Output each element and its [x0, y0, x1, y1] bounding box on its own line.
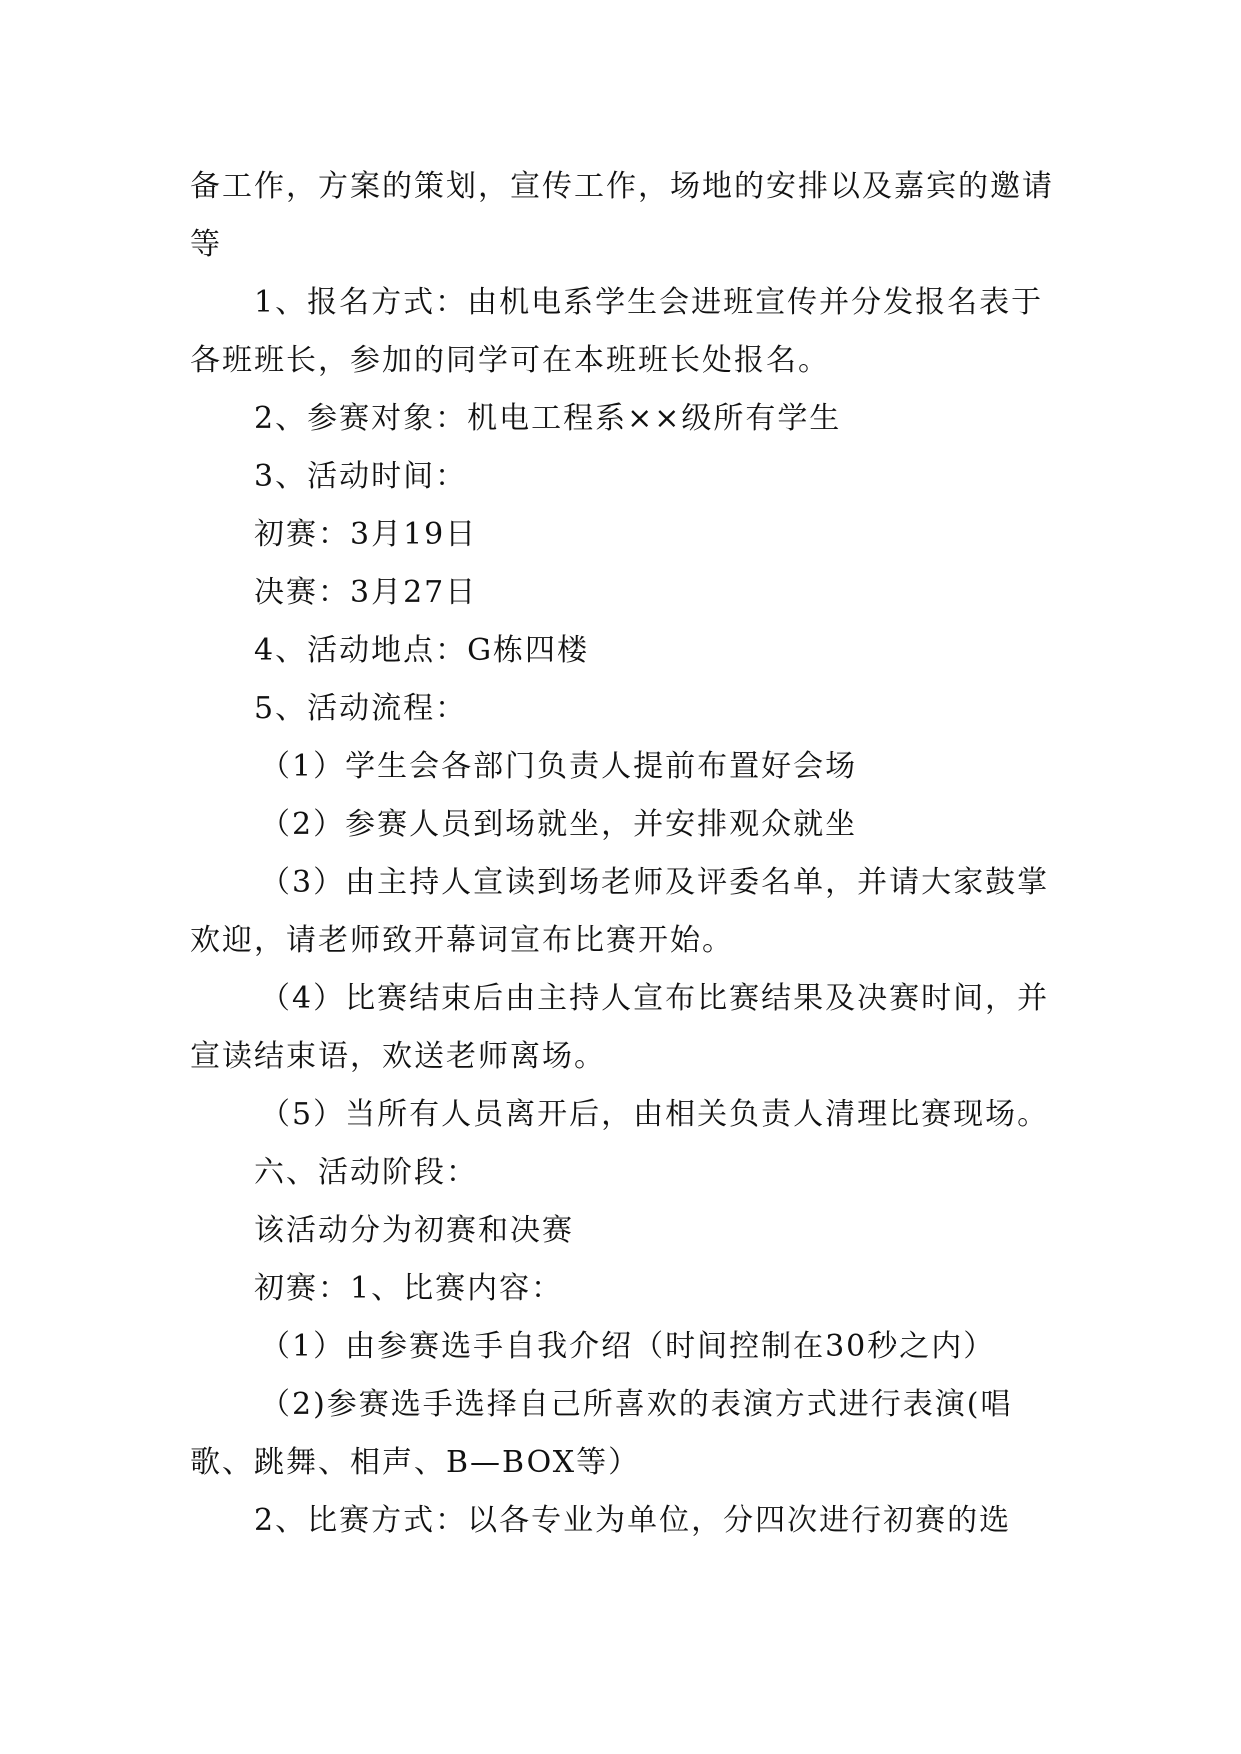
paragraph-final-date: 决赛：3月27日	[254, 575, 478, 610]
paragraph-activity-time: 3、活动时间：	[254, 459, 468, 494]
paragraph-process-step-3: （3）由主持人宣读到场老师及评委名单，并请大家鼓掌欢迎，请老师致开幕词宣布比赛开始。	[190, 865, 1050, 958]
paragraph-content-item-1: （1）由参赛选手自我介绍（时间控制在30秒之内）	[260, 1329, 996, 1364]
paragraph-process-step-4: （4）比赛结束后由主持人宣布比赛结果及决赛时间，并宣读结束语，欢送老师离场。	[190, 981, 1050, 1074]
paragraph-process-step-2: （2）参赛人员到场就坐，并安排观众就坐	[260, 807, 858, 842]
document-body	[190, 158, 1070, 1550]
paragraph-stages-heading: 六、活动阶段：	[254, 1155, 478, 1190]
paragraph-competition-format: 2、比赛方式：以各专业为单位，分四次进行初赛的选	[254, 1503, 1012, 1538]
paragraph-preliminary-date: 初赛：3月19日	[254, 517, 478, 552]
paragraph-process-step-1: （1）学生会各部门负责人提前布置好会场	[260, 749, 858, 784]
paragraph-registration: 1、报名方式：由机电系学生会进班宣传并分发报名表于各班班长，参加的同学可在本班班长处报名。	[190, 285, 1044, 378]
paragraph-participants: 2、参赛对象：机电工程系××级所有学生	[254, 401, 842, 436]
paragraph-stages-intro: 该活动分为初赛和决赛	[254, 1213, 574, 1248]
paragraph-process-step-5: （5）当所有人员离开后，由相关负责人清理比赛现场。	[260, 1097, 1050, 1132]
paragraph-continuation: 备工作，方案的策划，宣传工作，场地的安排以及嘉宾的邀请等	[190, 169, 1054, 262]
paragraph-process-heading: 5、活动流程：	[254, 691, 468, 726]
paragraph-location: 4、活动地点：G栋四楼	[254, 633, 590, 668]
paragraph-preliminary-content: 初赛：1、比赛内容：	[254, 1271, 564, 1306]
paragraph-content-item-2: （2)参赛选手选择自己所喜欢的表演方式进行表演(唱歌、跳舞、相声、B—BOX等）	[190, 1387, 1013, 1480]
